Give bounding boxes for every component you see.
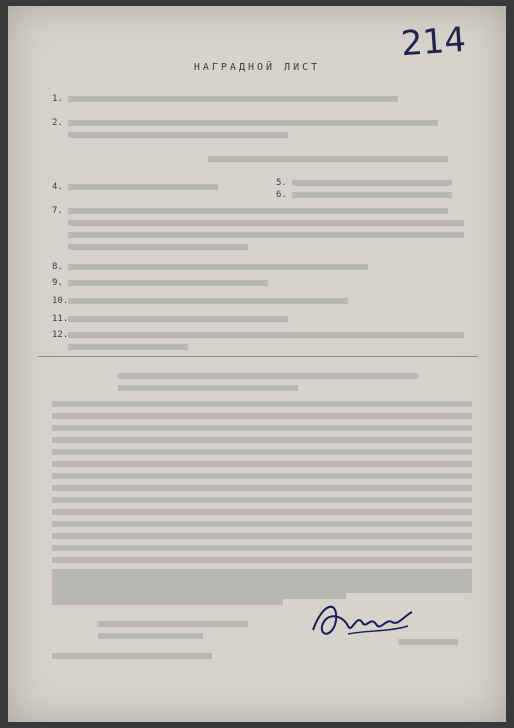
illegible-text: [52, 461, 472, 467]
illegible-text: [68, 232, 464, 238]
illegible-text: [68, 184, 218, 190]
illegible-text: [52, 401, 472, 407]
item-10: [52, 296, 472, 307]
date-block: [52, 650, 212, 665]
illegible-text: [68, 316, 288, 322]
illegible-text: [68, 120, 438, 126]
item-number: 4.: [52, 182, 63, 192]
illegible-text: [68, 208, 448, 214]
item-number: 12.: [52, 330, 69, 340]
illegible-text: [52, 653, 212, 659]
illegible-text: [52, 485, 472, 491]
illegible-text: [68, 96, 398, 102]
illegible-text: [52, 545, 472, 551]
item-7: [52, 206, 472, 217]
item-6: [276, 190, 476, 201]
illegible-text: [68, 280, 268, 286]
illegible-text: [118, 385, 298, 391]
item-number: 5.: [276, 178, 287, 188]
illegible-text: [68, 264, 368, 270]
illegible-text: [98, 621, 248, 627]
item-9: [52, 278, 472, 289]
illegible-text: [52, 497, 472, 503]
item-number: 1.: [52, 94, 63, 104]
item-11: [52, 314, 472, 325]
illegible-text: [98, 633, 203, 639]
illegible-text: [52, 521, 472, 527]
illegible-text: [52, 575, 472, 581]
illegible-text: [52, 509, 472, 515]
illegible-text: [52, 437, 472, 443]
item-5: [276, 178, 476, 189]
item-7-continued: [52, 218, 472, 229]
illegible-text: [68, 332, 464, 338]
commander-block: [98, 618, 248, 645]
item-2-continued: [52, 130, 472, 141]
award-sheet: [8, 6, 506, 722]
illegible-text: [292, 192, 452, 198]
illegible-text: [52, 449, 472, 455]
item-12-continued: [52, 342, 472, 353]
illegible-text: [52, 425, 472, 431]
illegible-text: [68, 344, 188, 350]
item-number: 8.: [52, 262, 63, 272]
document-title: НАГРАДНОЙ ЛИСТ: [193, 62, 321, 73]
illegible-text: [292, 180, 452, 186]
illegible-text: [118, 373, 418, 379]
item-7-continued: [52, 230, 472, 241]
item-8: [52, 262, 472, 273]
illegible-text: [52, 599, 283, 605]
item-2: [52, 118, 472, 129]
item-number: 7.: [52, 206, 63, 216]
illegible-text: [52, 473, 472, 479]
illegible-text: [68, 132, 288, 138]
section-heading: [118, 370, 418, 397]
item-7-continued: [52, 242, 472, 253]
handwritten-signature: [308, 592, 428, 652]
item-number: 9.: [52, 278, 63, 288]
section-divider: [38, 356, 478, 357]
illegible-text: [52, 533, 472, 539]
illegible-text: [68, 244, 248, 250]
sheet-number: 214: [399, 19, 468, 65]
illegible-text: [68, 298, 348, 304]
illegible-text: [68, 220, 464, 226]
illegible-text: [52, 413, 472, 419]
item-1: [52, 94, 472, 105]
item-number: 11.: [52, 314, 69, 324]
item-number: 10.: [52, 296, 69, 306]
item-number: 2.: [52, 118, 63, 128]
item-number: 6.: [276, 190, 287, 200]
illegible-text: [208, 156, 448, 162]
award-recommendation: [208, 154, 468, 165]
illegible-text: [52, 557, 472, 563]
item-12: [52, 330, 472, 341]
